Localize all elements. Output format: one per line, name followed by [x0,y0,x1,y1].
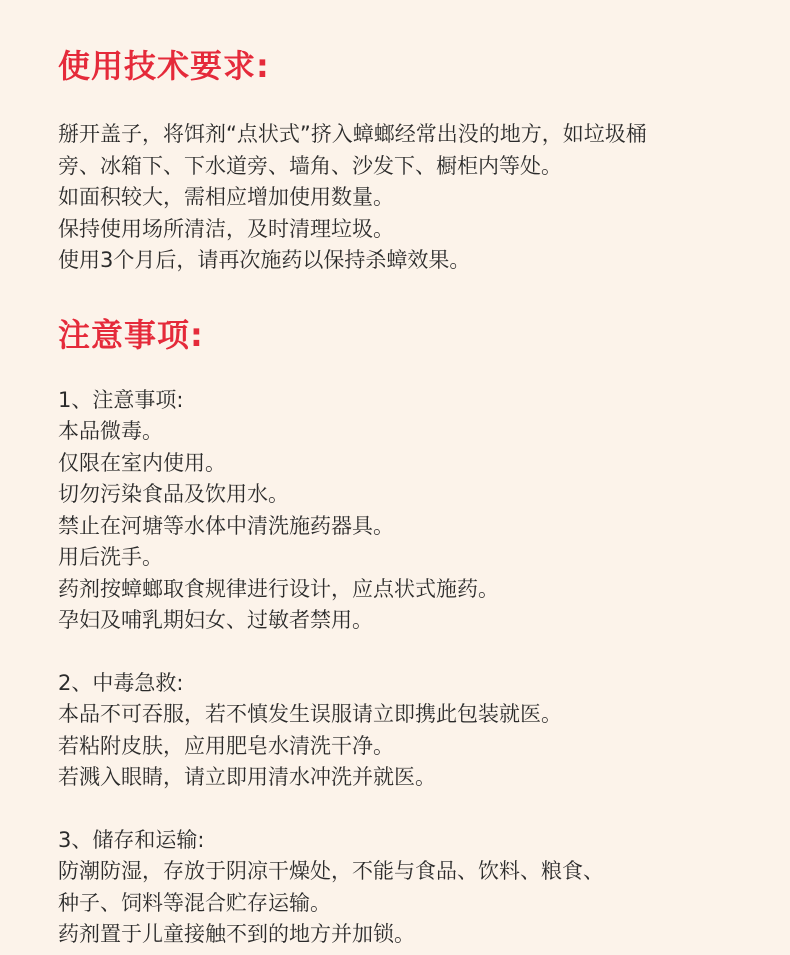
note-line: 切勿污染食品及饮用水。 [58,482,289,506]
note-line: 若溅入眼睛，请立即用清水冲洗并就医。 [58,765,436,789]
note-line: 药剂置于儿童接触不到的地方并加锁。 [58,922,415,946]
group-heading: 3、储存和运输: [58,827,205,852]
group-heading: 1、注意事项: [58,387,184,412]
notes-body [58,385,750,951]
usage-line: 使用3个月后，请再次施药以保持杀蟑效果。 [58,248,471,272]
notes-group-first-aid [58,668,750,794]
note-line: 本品微毒。 [58,419,163,443]
usage-title: 使用技术要求: [58,47,270,85]
note-line: 本品不可吞服，若不慎发生误服请立即携此包装就医。 [58,702,562,726]
note-line: 药剂按蟑螂取食规律进行设计，应点状式施药。 [58,576,499,601]
notes-group-precautions [58,385,750,637]
note-line: 防潮防湿，存放于阴凉干燥处，不能与食品、饮料、粮食、 [58,859,604,883]
notes-group-storage [58,825,750,951]
usage-line: 如面积较大，需相应增加使用数量。 [58,185,394,209]
usage-line: 保持使用场所清洁，及时清理垃圾。 [58,216,394,241]
note-line: 若粘附皮肤，应用肥皂水清洗干净。 [58,733,394,758]
notes-title: 注意事项: [58,315,204,354]
note-line: 用后洗手。 [58,545,163,569]
note-line: 禁止在河塘等水体中清洗施药器具。 [58,513,394,538]
note-line: 仅限在室内使用。 [58,450,226,475]
usage-line: 掰开盖子，将饵剂“点状式”挤入蟑螂经常出没的地方，如垃圾桶 [58,122,647,146]
group-heading: 2、中毒急救: [58,670,184,695]
usage-line: 旁、冰箱下、下水道旁、墙角、沙发下、橱柜内等处。 [58,153,562,178]
usage-instructions [58,119,750,277]
note-line: 种子、饲料等混合贮存运输。 [58,890,331,915]
note-line: 孕妇及哺乳期妇女、过敏者禁用。 [58,608,373,632]
